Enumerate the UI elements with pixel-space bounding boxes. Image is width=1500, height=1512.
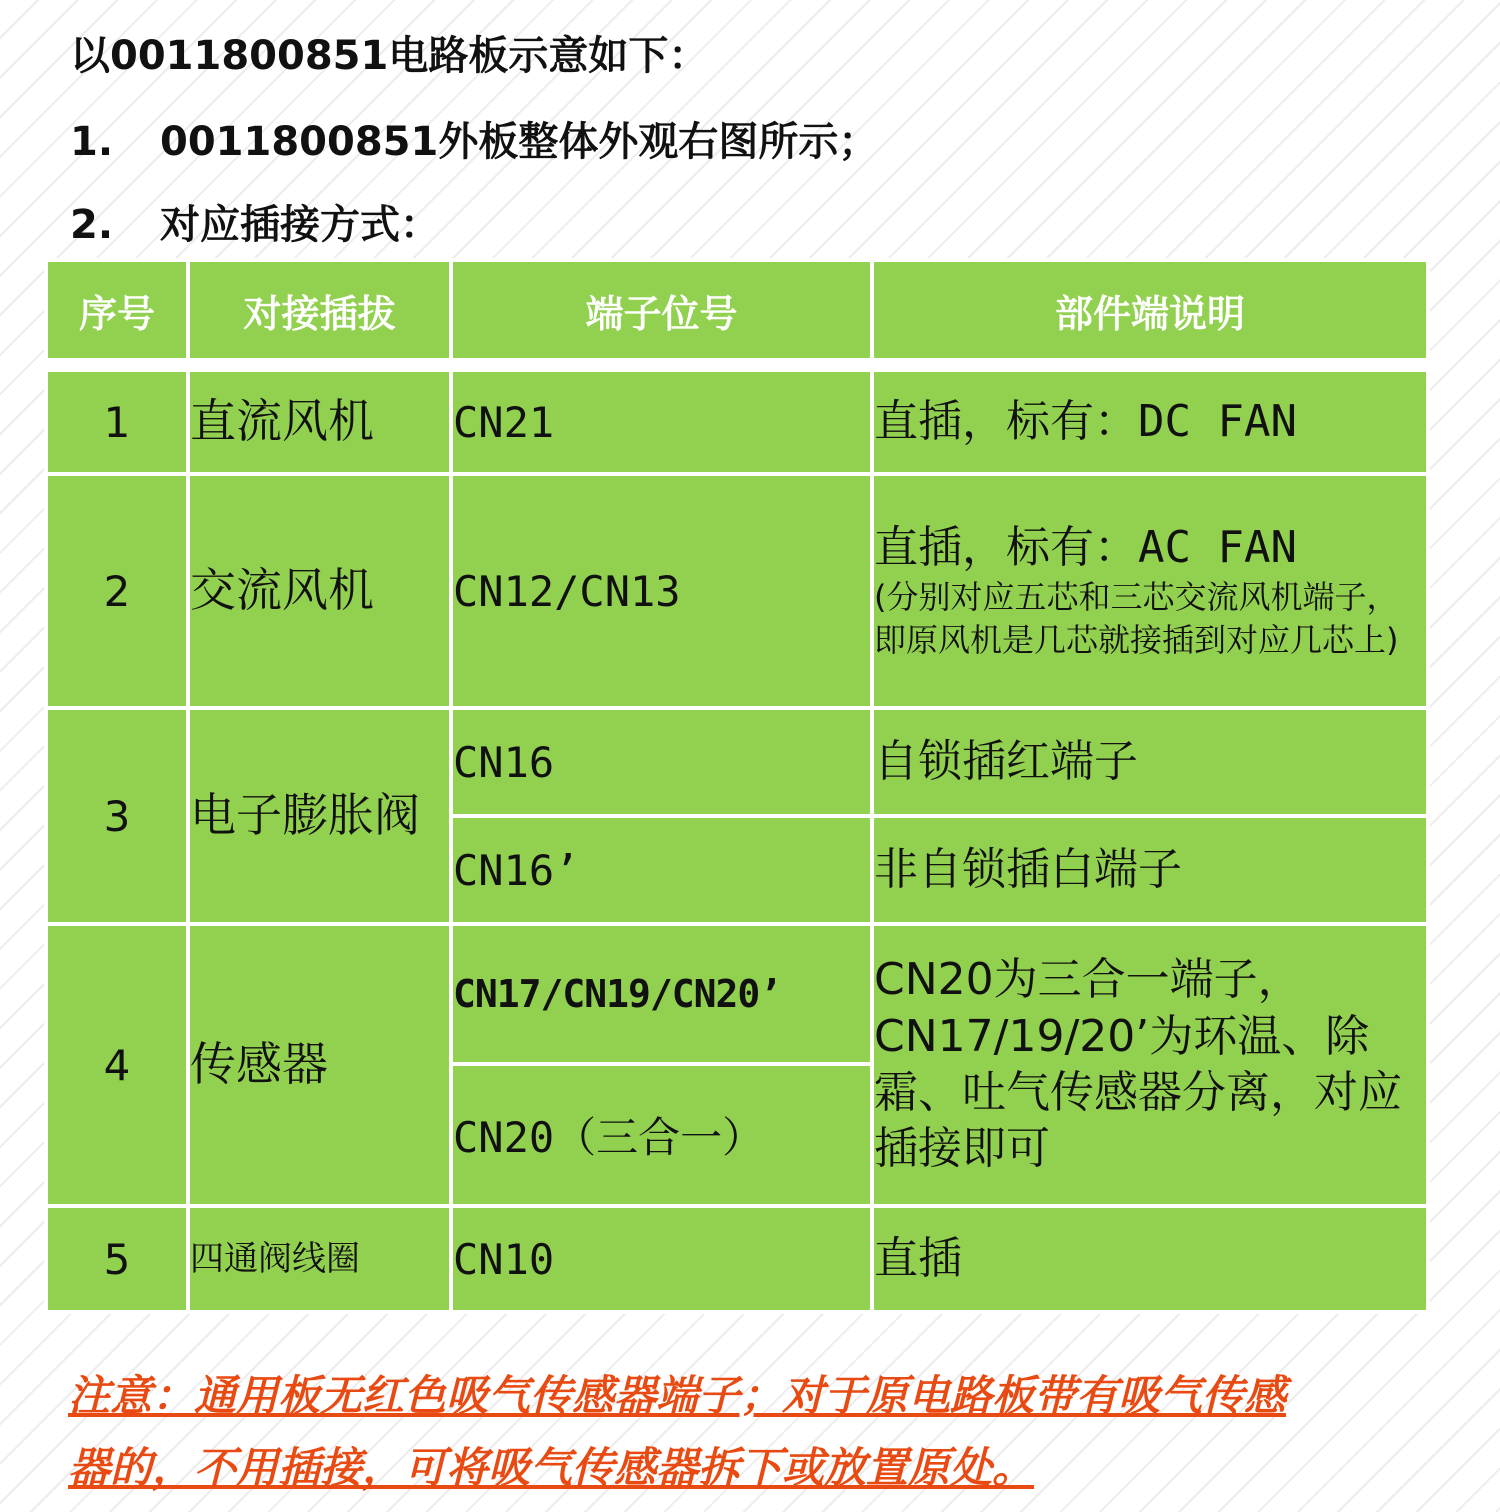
row-terminal: CN16’ xyxy=(451,816,872,924)
row-terminal: CN10 xyxy=(451,1206,872,1312)
row-terminal: CN20（三合一） xyxy=(451,1064,872,1206)
header-description: 部件端说明 xyxy=(872,260,1428,360)
row-terminal: CN21 xyxy=(451,370,872,474)
list-number: 2. xyxy=(70,202,114,248)
row-index: 3 xyxy=(46,708,188,924)
row-terminal: CN17/CN19/CN20’ xyxy=(451,924,872,1064)
row-description: CN20为三合一端子，CN17/19/20’为环温、除霜、吐气传感器分离，对应插接即可 xyxy=(872,924,1428,1206)
table-spacer xyxy=(46,360,1428,370)
row-index: 4 xyxy=(46,924,188,1206)
row-description xyxy=(872,370,1428,474)
row-terminal: CN12/CN13 xyxy=(451,474,872,708)
table-row xyxy=(46,474,1428,708)
row-part: 传感器 xyxy=(188,924,451,1206)
table-row xyxy=(46,1206,1428,1312)
row-description: 非自锁插白端子 xyxy=(872,816,1428,924)
row-index: 1 xyxy=(46,370,188,474)
row-part: 四通阀线圈 xyxy=(188,1206,451,1312)
table-row xyxy=(46,370,1428,474)
list-item-2 xyxy=(70,202,440,248)
description-text: 直插，标有：DC FAN xyxy=(874,395,1297,447)
description-text: 直插，标有：AC FAN xyxy=(874,521,1297,573)
row-part: 直流风机 xyxy=(188,370,451,474)
row-part: 电子膨胀阀 xyxy=(188,708,451,924)
intro-line: 以0011800851电路板示意如下： xyxy=(70,33,709,79)
row-index: 2 xyxy=(46,474,188,708)
description-subtext: (分别对应五芯和三芯交流风机端子，即原风机是几芯就接插到对应几芯上) xyxy=(874,577,1399,660)
table-header-row xyxy=(46,260,1428,360)
row-description xyxy=(872,474,1428,708)
list-text: 对应插接方式： xyxy=(160,202,440,248)
row-description: 直插 xyxy=(872,1206,1428,1312)
list-number: 1. xyxy=(70,119,114,165)
row-index: 5 xyxy=(46,1206,188,1312)
table-row xyxy=(46,708,1428,816)
warning-note: 注意：通用板无红色吸气传感器端子；对于原电路板带有吸气传感器的，不用插接，可将吸气传感器拆下或放置原处。 xyxy=(68,1371,1287,1493)
header-terminal: 端子位号 xyxy=(451,260,872,360)
list-text: 0011800851外板整体外观右图所示； xyxy=(160,119,879,165)
header-part: 对接插拔 xyxy=(188,260,451,360)
table-row xyxy=(46,924,1428,1064)
row-terminal: CN16 xyxy=(451,708,872,816)
row-description: 自锁插红端子 xyxy=(872,708,1428,816)
connection-table xyxy=(44,258,1430,1314)
row-part: 交流风机 xyxy=(188,474,451,708)
list-item-1 xyxy=(70,119,879,165)
header-index: 序号 xyxy=(46,260,188,360)
